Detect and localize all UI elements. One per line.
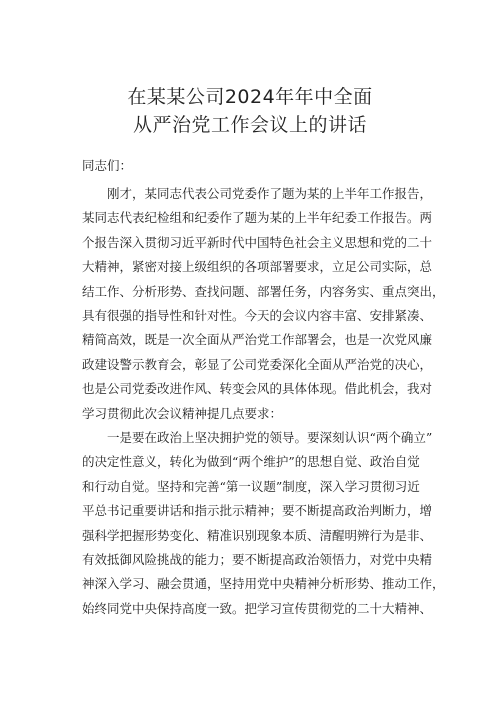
body-line: 结工作、分析形势、查找问题、部署任务，内容务实、重点突出， [82,283,445,299]
body-line: 学习贯彻此次会议精神提几点要求： [82,405,283,421]
body-line: 精简高效，既是一次全面从严治党工作部署会，也是一次党风廉 [82,332,433,348]
greeting: 同志们： [82,158,133,173]
document-title-line-2: 从严治党工作会议上的讲话 [132,114,367,136]
body-line: 的决定性意义，转化为做到“两个维护”的思想自觉、政治自觉 [82,454,420,470]
body-line: 也是公司党委改进作风、转变会风的具体体现。借此机会，我对 [82,381,433,397]
body-line: 平总书记重要讲话和指示批示精神；要不断提高政治判断力，增 [82,503,433,519]
body-line: 大精神，紧密对接上级组织的各项部署要求，立足公司实际，总 [82,259,433,275]
body-line: 某同志代表纪检组和纪委作了题为某的上半年纪委工作报告。两 [82,210,433,226]
body-line: 具有很强的指导性和针对性。今天的会议内容丰富、安排紧凑、 [82,308,433,323]
body-line: 和行动自觉。坚持和完善“第一议题”制度，深入学习贯彻习近 [82,478,420,494]
body-line: 强科学把握形势变化、精准识别现象本质、清醒明辨行为是非、 [82,527,433,543]
body-line: 一是要在政治上坚决拥护党的领导。要深刻认识“两个确立” [82,430,433,445]
body-line: 个报告深入贯彻习近平新时代中国特色社会主义思想和党的二十 [82,234,433,250]
body-line: 神深入学习、融会贯通，坚持用党中央精神分析形势、推动工作， [82,576,445,592]
body-line: 始终同党中央保持高度一致。把学习宣传贯彻党的二十大精神、 [82,600,433,616]
body-line: 有效抵御风险挑战的能力；要不断提高政治领悟力，对党中央精 [82,552,433,567]
document-title-line-1: 在某某公司2024年年中全面 [127,86,373,108]
body-line: 刚才，某同志代表公司党委作了题为某的上半年工作报告， [82,186,433,201]
body-line: 政建设警示教育会，彰显了公司党委深化全面从严治党的决心， [82,356,433,372]
